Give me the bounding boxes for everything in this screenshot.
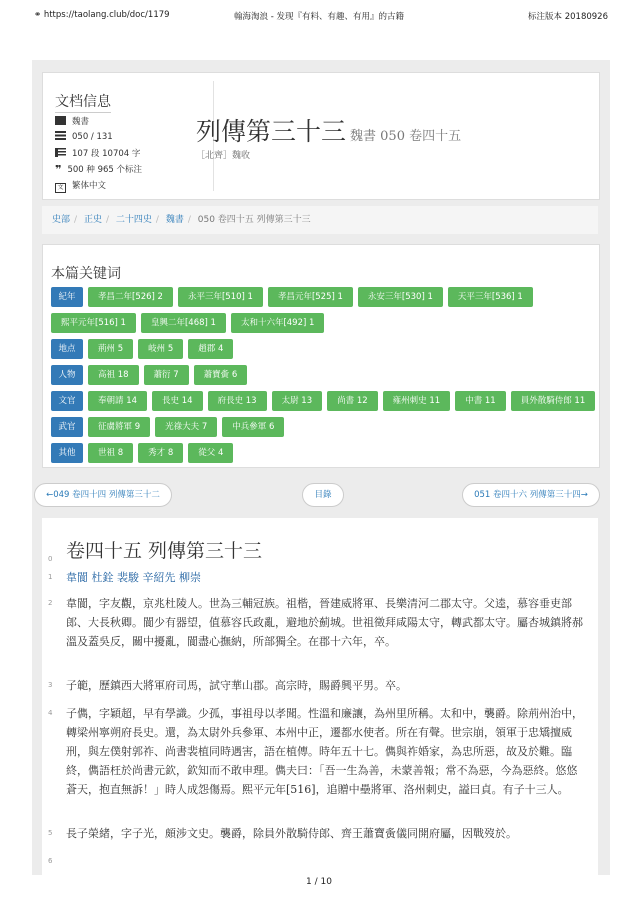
breadcrumb-current: 050 卷四十五 列傳第三十三 <box>197 215 311 225</box>
meta-book-text: 魏書 <box>72 117 90 127</box>
author: ［北齊］魏收 <box>196 151 251 161</box>
title-text: 列傳第三十三 <box>196 117 347 146</box>
meta-chapter-text: 050 / 131 <box>72 132 113 142</box>
keyword-tag[interactable]: 永平三年[510] 1 <box>178 287 263 307</box>
keyword-row <box>51 313 329 333</box>
meta-language-text: 繁体中文 <box>72 181 107 191</box>
paragraph-icon <box>55 148 66 157</box>
keyword-tag[interactable]: 蕭寶夤 6 <box>194 365 248 385</box>
meta-stats-text: 107 段 10704 字 <box>72 149 141 159</box>
list-icon <box>55 131 66 140</box>
chapter-heading <box>48 538 586 564</box>
keyword-tag[interactable]: 永安三年[530] 1 <box>358 287 443 307</box>
paragraph <box>48 824 586 843</box>
meta-language <box>55 179 106 193</box>
keyword-tag[interactable]: 蕭衍 7 <box>144 365 189 385</box>
keyword-tag[interactable]: 荊州 5 <box>88 339 133 359</box>
keyword-tag[interactable]: 尚書 12 <box>327 391 378 411</box>
next-chapter-button[interactable]: 051 卷四十六 列傳第三十四→ <box>462 483 600 507</box>
keyword-tag[interactable]: 岐州 5 <box>138 339 183 359</box>
keyword-tag[interactable]: 世祖 8 <box>88 443 133 463</box>
keyword-category[interactable]: 其他 <box>51 443 83 463</box>
top-bar <box>0 0 638 24</box>
paragraph-number: 6 <box>48 857 53 865</box>
meta-annotations <box>55 163 142 175</box>
keyword-tag[interactable]: 秀才 8 <box>138 443 183 463</box>
chapter-nav <box>32 483 610 507</box>
keywords-title: 本篇关键词 <box>51 266 121 282</box>
keyword-category[interactable]: 文官 <box>51 391 83 411</box>
url-text[interactable]: https://taolang.club/doc/1179 <box>43 10 170 20</box>
paragraph-number: 4 <box>48 709 53 717</box>
page-title <box>196 112 461 148</box>
keyword-tag[interactable]: 中兵參軍 6 <box>222 417 284 437</box>
keyword-row <box>51 417 289 437</box>
keyword-row <box>51 391 600 411</box>
keyword-tag[interactable]: 雍州刺史 11 <box>383 391 451 411</box>
paragraph-number: 2 <box>48 599 53 607</box>
paragraph <box>48 568 586 587</box>
keyword-tag[interactable]: 皇興二年[468] 1 <box>141 313 226 333</box>
keyword-tag[interactable]: 征虜將軍 9 <box>88 417 150 437</box>
keyword-tag[interactable]: 趙郡 4 <box>188 339 233 359</box>
meta-chapter <box>55 131 113 142</box>
keyword-category[interactable]: 地点 <box>51 339 83 359</box>
meta-stats <box>55 147 140 159</box>
keyword-tag[interactable]: 孝昌二年[526] 2 <box>88 287 173 307</box>
version-label: 标注版本 20180926 <box>528 12 608 22</box>
prev-chapter-button[interactable]: ←049 卷四十四 列傳第三十二 <box>34 483 172 507</box>
keyword-row <box>51 365 252 385</box>
paragraph-number: 3 <box>48 681 53 689</box>
meta-book <box>55 115 89 127</box>
site-slogan: 翰海淘浪 - 发现『有料、有趣、有用』的古籍 <box>234 12 404 22</box>
paragraph-text[interactable]: 長子榮緒，字子光，頗涉文史。襲爵，除員外散騎侍郎、齊王蕭寶夤儀同開府屬，因戰歿於。 <box>66 827 517 840</box>
breadcrumb-item[interactable]: 二十四史 <box>115 215 152 225</box>
paragraph <box>48 676 586 695</box>
paragraph-number: 0 <box>48 555 53 563</box>
keyword-tag[interactable]: 太尉 13 <box>272 391 323 411</box>
keyword-tag[interactable]: 奉朝請 14 <box>88 391 147 411</box>
meta-annotations-text: 500 种 965 个标注 <box>67 165 143 175</box>
page-subtitle: 魏書 050 卷四十五 <box>350 129 462 144</box>
keyword-tag[interactable]: 從父 4 <box>188 443 233 463</box>
breadcrumb-item[interactable]: 史部 <box>52 215 71 225</box>
paragraph-text[interactable]: 子範，歷鎮西大將軍府司馬，試守華山郡。高宗時，賜爵興平男。卒。 <box>66 679 407 692</box>
keyword-tag[interactable]: 府長史 13 <box>208 391 267 411</box>
doc-info-title: 文档信息 <box>55 91 111 113</box>
keywords-card <box>42 244 600 468</box>
chapter-heading-text: 卷四十五 列傳第三十三 <box>66 540 263 562</box>
breadcrumb: 史部 / 正史 / 二十四史 / 魏書 / 050 卷四十五 列傳第三十三 <box>42 206 598 234</box>
paragraph-text[interactable]: 子儁，字穎超，早有學識。少孤，事祖母以孝聞。性溫和廉讓，為州里所稱。太和中，襲爵。除荊州治中，轉梁州寧朔府長史。還，為太尉外兵參軍、本州中正，遷都水使者。所在有聲。世宗崩，領軍于忠矯擅威刑，與左僕射郭祚、尚書裴植同時遇害，語在植傳。時年五十七。儁與祚婚家，為忠所惡，故及於難。臨終，儁語枉於尚書元欽，欽知而不敢申理。儁夫曰：「吾一生為善，未蒙善報；常不為惡，今為惡終。悠悠蒼天，抱直無訴！」時人成怨傷焉。熙平元年[516]，追贈中壘將軍、洛州刺史，謚曰貞。有子十三人。 <box>66 707 583 796</box>
paragraph <box>48 704 586 799</box>
book-icon <box>55 116 66 125</box>
keyword-tag[interactable]: 熙平元年[516] 1 <box>51 313 136 333</box>
keyword-category[interactable]: 武官 <box>51 417 83 437</box>
keyword-tag[interactable]: 太和十六年[492] 1 <box>231 313 324 333</box>
keyword-tag[interactable]: 中書 11 <box>455 391 506 411</box>
keyword-tag[interactable]: 孝昌元年[525] 1 <box>268 287 353 307</box>
keyword-tag[interactable]: 長史 14 <box>152 391 203 411</box>
paragraph-number: 5 <box>48 829 53 837</box>
paragraph-text[interactable]: 韋閬，字友觀，京兆杜陵人。世為三輔冠族。祖楷，晉建威將軍、長樂清河二郡太守。父逵，慕容垂吏部郎、大長秋卿。閬少有器望，值慕容氏政亂，避地於薊城。世祖徵拜咸陽太守，轉武都太守。屬杏城鎮將郝溫及蓋吳反，關中擾亂，閬盡心撫納，所部獨全。在郡十六年，卒。 <box>66 597 583 648</box>
keyword-tag[interactable]: 高祖 18 <box>88 365 139 385</box>
text-card <box>42 518 598 875</box>
paragraph <box>48 594 586 651</box>
keyword-category[interactable]: 人物 <box>51 365 83 385</box>
paragraph-text[interactable]: 韋閬 杜銓 裴駿 辛紹先 柳崇 <box>66 571 201 584</box>
keyword-tag[interactable]: 天平三年[536] 1 <box>448 287 533 307</box>
keyword-row <box>51 339 238 359</box>
keyword-category[interactable]: 紀年 <box>51 287 83 307</box>
paragraph-number: 1 <box>48 573 53 581</box>
keyword-row <box>51 443 238 463</box>
index-button[interactable]: 目錄 <box>302 483 344 507</box>
quote-icon: ❞ <box>55 163 62 176</box>
page-url[interactable]: ⚭ https://taolang.club/doc/1179 <box>34 10 170 20</box>
keyword-row <box>51 287 538 307</box>
breadcrumb-item[interactable]: 正史 <box>83 215 102 225</box>
keyword-tag[interactable]: 員外散騎侍郎 11 <box>511 391 596 411</box>
keyword-tag[interactable]: 光祿大夫 7 <box>155 417 217 437</box>
breadcrumb-item[interactable]: 魏書 <box>165 215 184 225</box>
language-icon: 文 <box>55 183 66 193</box>
page-counter: 1 / 10 <box>306 877 332 887</box>
